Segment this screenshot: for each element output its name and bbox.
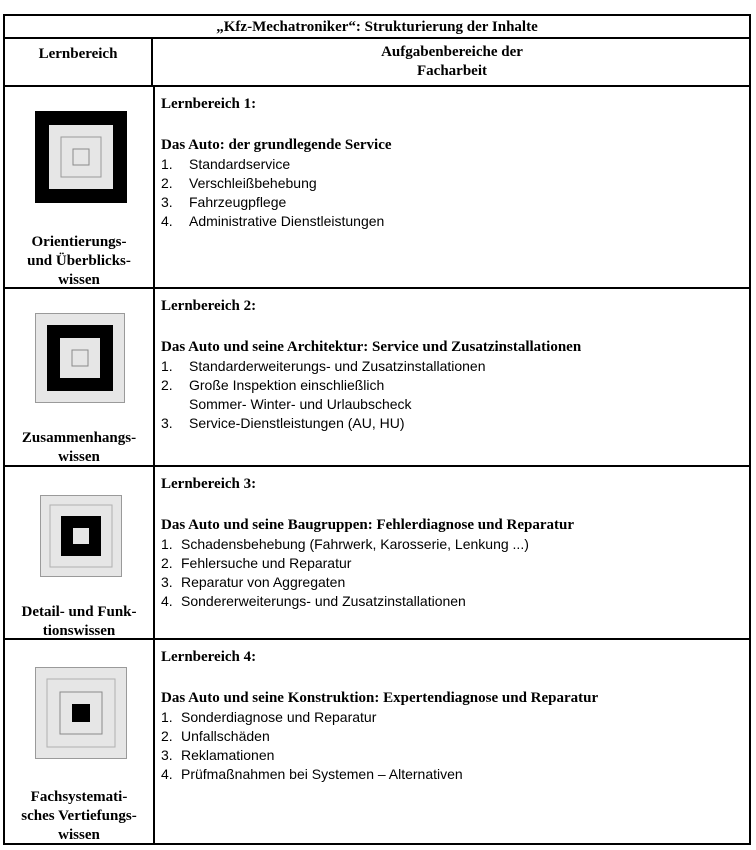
- row-2-lernbereich-label: Lernbereich 2:: [161, 298, 257, 314]
- row-3-task-list: [161, 535, 749, 611]
- list-item: 2. Unfallschäden: [161, 728, 270, 744]
- row-3-caption: [5, 603, 153, 641]
- list-item: 4. Administrative Dienstleistungen: [161, 213, 385, 229]
- row-1-caption-line-1: Orientierungs-: [31, 234, 127, 250]
- row-3-right-cell: [155, 467, 749, 638]
- row-4-caption-line-2: sches Vertiefungs-: [21, 808, 137, 824]
- table-row-lernbereich-2: [5, 289, 749, 467]
- context-level-icon: [35, 313, 125, 403]
- row-1-right-cell: [155, 87, 749, 287]
- row-3-lernbereich-label: Lernbereich 3:: [161, 476, 257, 492]
- list-item: 4. Prüfmaßnahmen bei Systemen – Alternativen: [161, 766, 463, 782]
- list-item: 1. Standarderweiterungs- und Zusatzinstallationen: [161, 358, 486, 374]
- row-4-left-cell: [5, 640, 155, 843]
- row-2-caption-line-1: Zusammenhangs-: [21, 430, 137, 446]
- row-1-topic: Das Auto: der grundlegende Service: [161, 137, 392, 153]
- row-2-task-list: [161, 357, 749, 433]
- header-lernbereich: Lernbereich: [5, 37, 153, 85]
- table-title: „Kfz-Mechatroniker“: Strukturierung der Inhalte: [5, 16, 749, 39]
- header-right-line-2: Facharbeit: [417, 63, 487, 79]
- row-1-lernbereich-label: Lernbereich 1:: [161, 96, 257, 112]
- row-1-caption: [5, 233, 153, 290]
- table-row-lernbereich-1: [5, 87, 749, 289]
- row-2-right-cell: [155, 289, 749, 465]
- row-4-right-cell: [155, 640, 749, 843]
- list-item: 1. Sonderdiagnose und Reparatur: [161, 709, 377, 725]
- row-2-caption-line-2: wissen: [58, 449, 100, 465]
- row-3-topic: Das Auto und seine Baugruppen: Fehlerdiagnose und Reparatur: [161, 517, 574, 533]
- orientation-level-icon: [35, 111, 127, 203]
- list-item: 3. Reparatur von Aggregaten: [161, 574, 346, 590]
- row-3-caption-line-2: tionswissen: [42, 623, 116, 639]
- list-item: 4. Sondererweiterungs- und Zusatzinstallationen: [161, 593, 466, 609]
- row-3-caption-line-1: Detail- und Funk-: [21, 604, 137, 620]
- row-2-topic: Das Auto und seine Architektur: Service und Zusatzinstallationen: [161, 339, 582, 355]
- row-3-left-cell: [5, 467, 155, 638]
- row-4-caption-line-1: Fachsystemati-: [30, 789, 128, 805]
- table-header-row: [5, 37, 749, 87]
- list-item: 2. Verschleißbehebung: [161, 175, 317, 191]
- list-item: 1. Schadensbehebung (Fahrwerk, Karosserie, Lenkung ...): [161, 536, 529, 552]
- row-4-lernbereich-label: Lernbereich 4:: [161, 649, 257, 665]
- list-item: 3. Reklamationen: [161, 747, 275, 763]
- list-item: 2. Fehlersuche und Reparatur: [161, 555, 352, 571]
- row-1-task-list: [161, 155, 749, 231]
- list-item: 2. Große Inspektion einschließlich Sommer- Winter- und Urlaubscheck: [161, 377, 412, 412]
- list-item: 3. Fahrzeugpflege: [161, 194, 287, 210]
- header-aufgabenbereiche: [155, 37, 749, 85]
- table-row-lernbereich-3: [5, 467, 749, 640]
- row-1-left-cell: [5, 87, 155, 287]
- content-structure-table: [3, 14, 751, 845]
- row-4-caption-line-3: wissen: [58, 827, 100, 843]
- specialist-level-icon: [35, 667, 127, 759]
- list-item: 1. Standardservice: [161, 156, 291, 172]
- table-row-lernbereich-4: [5, 640, 749, 843]
- header-right-line-1: Aufgabenbereiche der: [381, 44, 523, 60]
- detail-level-icon: [40, 495, 122, 577]
- list-item: 3. Service-Dienstleistungen (AU, HU): [161, 415, 405, 431]
- row-1-caption-line-2: und Überblicks-: [27, 253, 131, 269]
- row-4-topic: Das Auto und seine Konstruktion: Expertendiagnose und Reparatur: [161, 690, 599, 706]
- row-2-caption: [5, 429, 153, 467]
- row-2-left-cell: [5, 289, 155, 465]
- row-4-caption: [5, 788, 153, 845]
- row-4-task-list: [161, 708, 749, 784]
- row-1-caption-line-3: wissen: [58, 272, 100, 288]
